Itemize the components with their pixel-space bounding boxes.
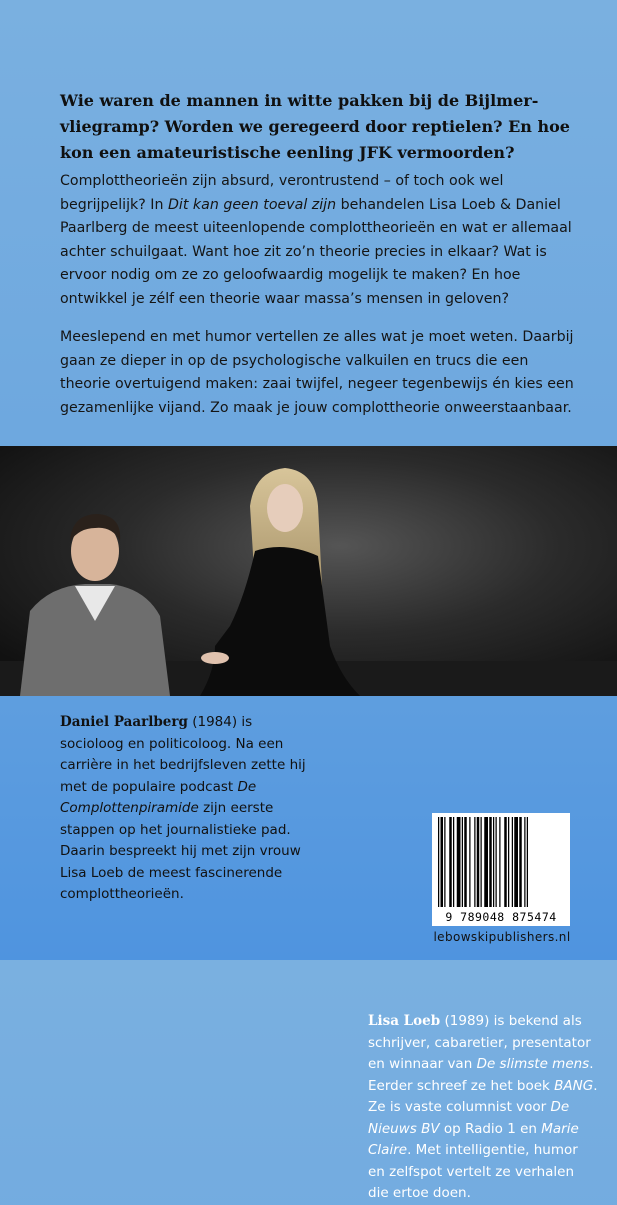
- barcode-bar: [441, 817, 444, 907]
- barcode-bar: [474, 817, 475, 907]
- bio-title: Marie Claire: [368, 1120, 579, 1158]
- isbn-number: 9 789048 875474: [445, 910, 557, 924]
- intro-questions: Wie waren de mannen in witte pakken bij de Bijlmer-vliegramp? Worden we geregeerd door reptielen? En hoe kon een amateuristische eenling JFK vermoorden?: [60, 91, 570, 162]
- barcode-bar: [457, 817, 461, 907]
- description-paragraph-2: Meeslepend en met humor vertellen ze alles wat je moet weten. Daarbij gaan ze dieper in op de psychologische valkuilen en trucs die een theorie overtuigend maken: zaai twijfel, negeer tegenbewijs én kies een gezamenlijke vijand. Zo maak je jouw complottheorie onweerstaanbaar.: [60, 329, 574, 416]
- barcode-bar: [464, 817, 467, 907]
- bio-daniel-paarlberg: [60, 712, 310, 906]
- barcode-bar: [496, 817, 497, 907]
- bio-lisa-loeb: [368, 1011, 598, 1205]
- description-text: behandelen Lisa Loeb & Daniel Paarlberg de meest uiteenlopende complottheorieën en wat er allemaal achter schuilgaat. Want hoe zit zo’n theorie precies in elkaar? Wat is ervoor nodig om ze zo geloofwaardig mogelijk te maken? En hoe ontwikkel je zélf een theorie waar massa’s mensen in geloven?: [60, 196, 572, 307]
- book-title: Dit kan geen toeval zijn: [167, 196, 337, 213]
- bio-title: De slimste mens: [476, 1056, 590, 1072]
- barcode-bar: [489, 817, 492, 907]
- barcode-bar: [444, 817, 445, 907]
- author-name: Lisa Loeb: [368, 1013, 441, 1029]
- barcode-bar: [519, 817, 522, 907]
- barcode-bar: [484, 817, 488, 907]
- barcode-bar: [477, 817, 480, 907]
- publisher-url: lebowskipublishers.nl: [433, 930, 571, 944]
- barcode-bars: [436, 817, 566, 907]
- barcode-bar: [438, 817, 439, 907]
- bio-text: (1989) is bekend als schrijver, cabaretier, presentator en winnaar van: [368, 1013, 591, 1072]
- bio-title: De Nieuws BV: [368, 1099, 570, 1137]
- barcode-bar: [508, 817, 509, 907]
- description-text: Complottheorieën zijn absurd, verontrustend – of toch ook wel begrijpelijk? In: [60, 173, 504, 213]
- bio-text: (1984) is socioloog en politicoloog. Na een carrière in het bedrijfsleven zette hij met de populaire podcast: [60, 714, 306, 795]
- barcode-bar: [481, 817, 482, 907]
- barcode-bar: [469, 817, 470, 907]
- bio-text: . Ze is vaste columnist voor: [368, 1077, 598, 1115]
- description-paragraph-1: [60, 170, 580, 311]
- barcode-bar: [453, 817, 454, 907]
- barcode-bar: [462, 817, 463, 907]
- bio-title: BANG: [554, 1077, 594, 1094]
- barcode-bar: [512, 817, 513, 907]
- barcode-bar: [504, 817, 507, 907]
- barcode-bar: [449, 817, 452, 907]
- barcode-bar: [524, 817, 525, 907]
- barcode-bar: [514, 817, 518, 907]
- barcode-bar: [493, 817, 494, 907]
- barcode-bar: [527, 817, 528, 907]
- bio-text: op Radio 1 en: [439, 1120, 542, 1137]
- bio-title: De Complottenpiramide: [60, 778, 257, 816]
- bio-text: . Met intelligentie, humor en zelfspot vertelt ze verhalen die ertoe doen.: [368, 1142, 578, 1201]
- isbn-barcode: [432, 813, 570, 926]
- author-name: Daniel Paarlberg: [60, 714, 188, 730]
- bio-text: . Eerder schreef ze het boek: [368, 1056, 594, 1094]
- barcode-bar: [499, 817, 500, 907]
- bio-text: zijn eerste stappen op het journalistieke pad. Daarin bespreekt hij met zijn vrouw Lisa Loeb de meest fascinerende complottheorieën.: [60, 800, 301, 902]
